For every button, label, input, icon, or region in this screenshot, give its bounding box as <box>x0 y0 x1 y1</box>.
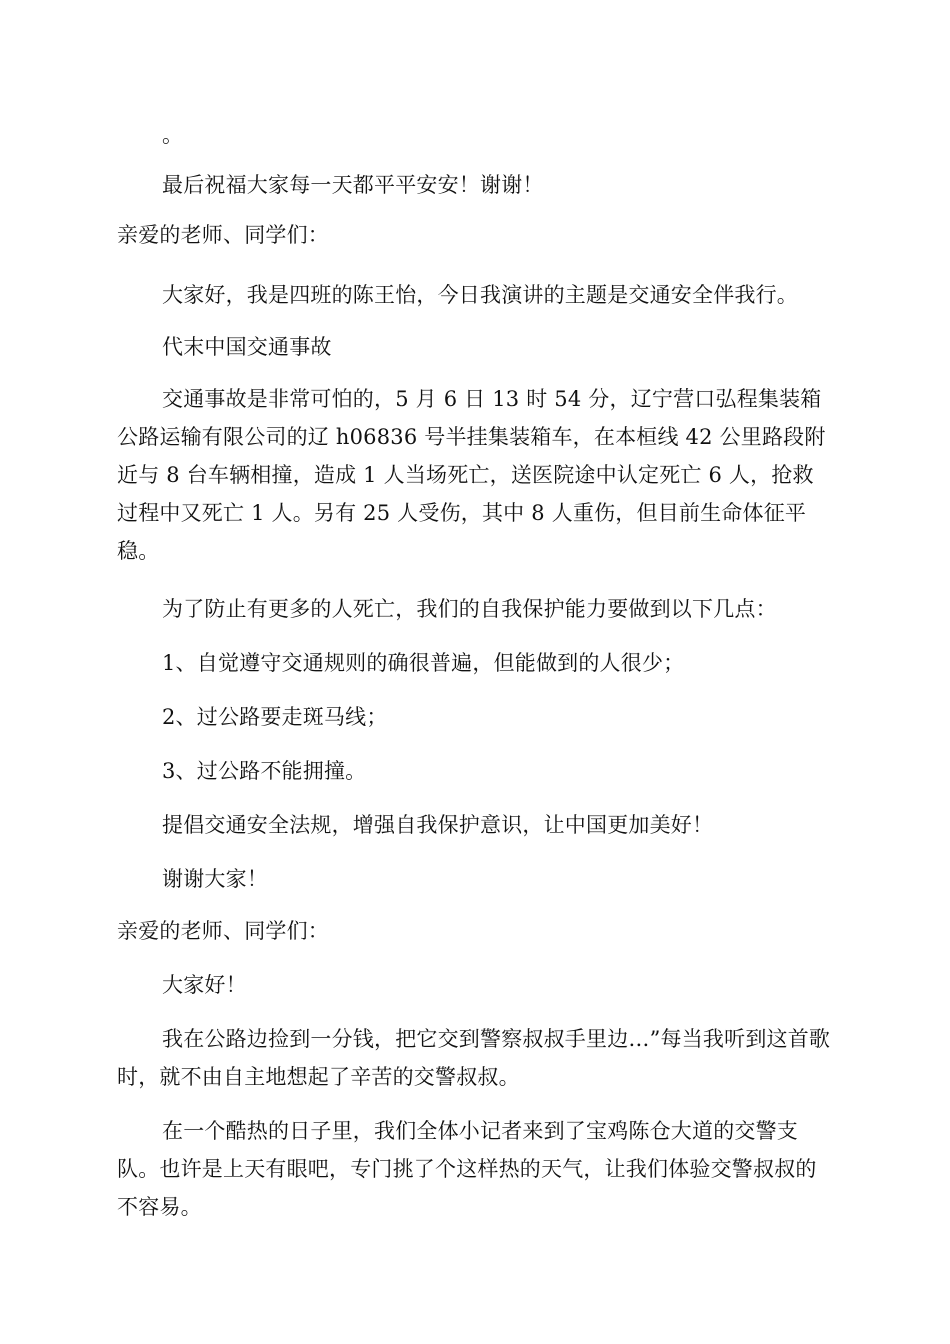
paragraph-greeting-2: 大家好！ <box>162 973 247 997</box>
paragraph-greeting-intro: 大家好，我是四班的陈王怡，今日我演讲的主题是交通安全伴我行。 <box>162 283 798 307</box>
list-item-1: 1、自觉遵守交通规则的确很普遍，但能做到的人很少； <box>162 651 685 675</box>
paragraph-prevention-intro: 为了防止有更多的人死亡，我们的自我保护能力要做到以下几点： <box>162 597 777 621</box>
paragraph-period: 。 <box>162 123 184 147</box>
paragraph-salutation-1: 亲爱的老师、同学们： <box>117 223 329 247</box>
paragraph-advocacy: 提倡交通安全法规，增强自我保护意识，让中国更加美好！ <box>162 813 714 837</box>
paragraph-salutation-2: 亲爱的老师、同学们： <box>117 919 329 943</box>
paragraph-subheading: 代末中国交通事故 <box>162 335 332 359</box>
list-item-3: 3、过公路不能拥撞。 <box>162 759 367 783</box>
paragraph-hot-day-visit: 在一个酷热的日子里，我们全体小记者来到了宝鸡陈仓大道的交警支队。也许是上天有眼吧，专门挑了个这样热的天气，让我们体验交警叔叔的不容易。 <box>117 1119 817 1219</box>
paragraph-thanks: 谢谢大家！ <box>162 867 268 891</box>
paragraph-accident-report: 交通事故是非常可怕的，5 月 6 日 13 时 54 分，辽宁营口弘程集装箱公路运输有限公司的辽 h06836 号半挂集装箱车，在本桓线 42 公里路段附近与 8 台车辆相撞，造成 1 人当场死亡，送医院途中认定死亡 6 人，抢救过程中又死亡 1 人。另有 25 人受伤，其中 8 人重伤，但目前生命体征平稳。 <box>117 387 826 563</box>
paragraph-song-memory: 我在公路边捡到一分钱，把它交到警察叔叔手里边…”每当我听到这首歌时，就不由自主地想起了辛苦的交警叔叔。 <box>117 1027 831 1089</box>
paragraph-closing-wish: 最后祝福大家每一天都平平安安！谢谢！ <box>162 173 544 197</box>
list-item-2: 2、过公路要走斑马线； <box>162 705 388 729</box>
